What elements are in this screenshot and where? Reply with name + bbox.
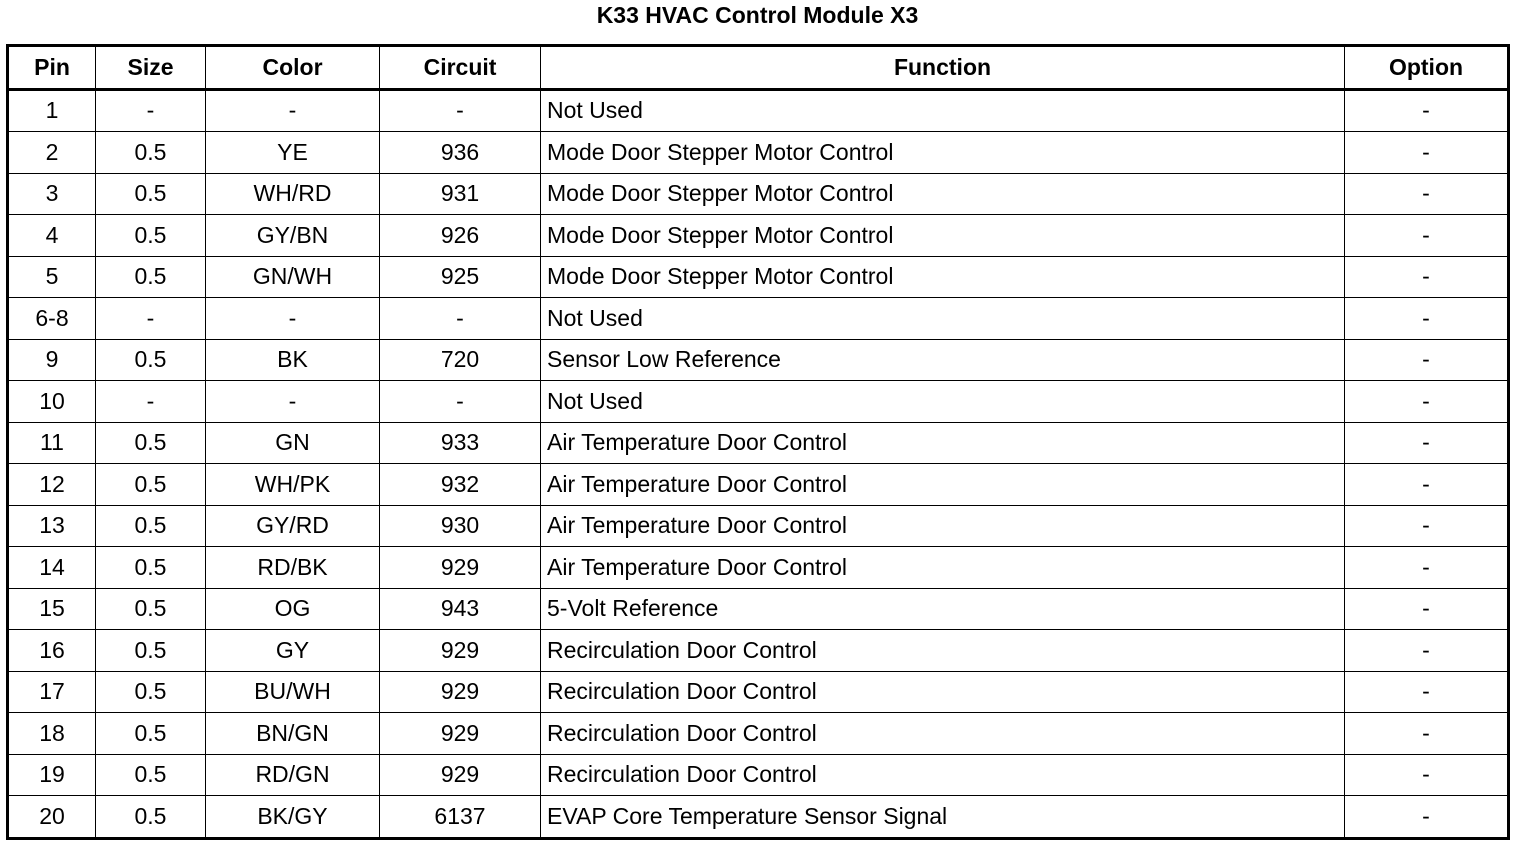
pin-cell: 11 (8, 422, 96, 464)
option-cell: - (1345, 713, 1509, 755)
size-cell: 0.5 (96, 588, 206, 630)
size-cell: 0.5 (96, 547, 206, 589)
table-row (8, 505, 1509, 547)
table-row (8, 796, 1509, 839)
size-cell: 0.5 (96, 713, 206, 755)
table-row (8, 754, 1509, 796)
pin-cell: 13 (8, 505, 96, 547)
column-header-pin: Pin (8, 46, 96, 90)
pin-cell: 9 (8, 339, 96, 381)
table-row (8, 339, 1509, 381)
function-cell: Air Temperature Door Control (541, 505, 1345, 547)
color-cell: OG (206, 588, 380, 630)
circuit-cell: 925 (380, 256, 541, 298)
table-row (8, 132, 1509, 174)
option-cell: - (1345, 381, 1509, 423)
circuit-cell: 932 (380, 464, 541, 506)
color-cell: GN/WH (206, 256, 380, 298)
column-header-function: Function (541, 46, 1345, 90)
circuit-cell: 926 (380, 215, 541, 257)
circuit-cell: 929 (380, 713, 541, 755)
table-row (8, 713, 1509, 755)
table-header (8, 46, 1509, 90)
function-cell: EVAP Core Temperature Sensor Signal (541, 796, 1345, 839)
size-cell: - (96, 89, 206, 132)
color-cell: BU/WH (206, 671, 380, 713)
color-cell: RD/GN (206, 754, 380, 796)
table-row (8, 381, 1509, 423)
color-cell: BN/GN (206, 713, 380, 755)
color-cell: YE (206, 132, 380, 174)
circuit-cell: 943 (380, 588, 541, 630)
function-cell: Air Temperature Door Control (541, 547, 1345, 589)
function-cell: Recirculation Door Control (541, 754, 1345, 796)
color-cell: GY/RD (206, 505, 380, 547)
size-cell: 0.5 (96, 671, 206, 713)
size-cell: - (96, 298, 206, 340)
option-cell: - (1345, 422, 1509, 464)
function-cell: 5-Volt Reference (541, 588, 1345, 630)
pin-cell: 10 (8, 381, 96, 423)
size-cell: 0.5 (96, 132, 206, 174)
option-cell: - (1345, 173, 1509, 215)
color-cell: GY (206, 630, 380, 672)
pin-cell: 15 (8, 588, 96, 630)
size-cell: 0.5 (96, 422, 206, 464)
table-title: K33 HVAC Control Module X3 (596, 2, 919, 28)
circuit-cell: 930 (380, 505, 541, 547)
option-cell: - (1345, 298, 1509, 340)
table-row (8, 89, 1509, 132)
column-header-color: Color (206, 46, 380, 90)
size-cell: - (96, 381, 206, 423)
function-cell: Sensor Low Reference (541, 339, 1345, 381)
color-cell: GN (206, 422, 380, 464)
column-header-circuit: Circuit (380, 46, 541, 90)
circuit-cell: - (380, 298, 541, 340)
function-cell: Mode Door Stepper Motor Control (541, 256, 1345, 298)
option-cell: - (1345, 339, 1509, 381)
table-row (8, 630, 1509, 672)
option-cell: - (1345, 464, 1509, 506)
size-cell: 0.5 (96, 754, 206, 796)
table-row (8, 588, 1509, 630)
color-cell: - (206, 89, 380, 132)
table-body (8, 89, 1509, 838)
function-cell: Not Used (541, 381, 1345, 423)
option-cell: - (1345, 671, 1509, 713)
pin-cell: 5 (8, 256, 96, 298)
function-cell: Air Temperature Door Control (541, 464, 1345, 506)
size-cell: 0.5 (96, 796, 206, 839)
circuit-cell: - (380, 89, 541, 132)
color-cell: RD/BK (206, 547, 380, 589)
circuit-cell: 936 (380, 132, 541, 174)
pin-cell: 4 (8, 215, 96, 257)
color-cell: - (206, 298, 380, 340)
connector-pinout-table (6, 44, 1510, 840)
circuit-cell: 933 (380, 422, 541, 464)
pin-cell: 16 (8, 630, 96, 672)
circuit-cell: 929 (380, 630, 541, 672)
color-cell: WH/PK (206, 464, 380, 506)
table-row (8, 298, 1509, 340)
size-cell: 0.5 (96, 256, 206, 298)
color-cell: WH/RD (206, 173, 380, 215)
pin-cell: 3 (8, 173, 96, 215)
circuit-cell: 6137 (380, 796, 541, 839)
table-row (8, 173, 1509, 215)
pin-cell: 6-8 (8, 298, 96, 340)
option-cell: - (1345, 796, 1509, 839)
option-cell: - (1345, 754, 1509, 796)
pin-cell: 17 (8, 671, 96, 713)
function-cell: Air Temperature Door Control (541, 422, 1345, 464)
size-cell: 0.5 (96, 339, 206, 381)
option-cell: - (1345, 547, 1509, 589)
color-cell: BK (206, 339, 380, 381)
function-cell: Not Used (541, 89, 1345, 132)
function-cell: Recirculation Door Control (541, 713, 1345, 755)
option-cell: - (1345, 132, 1509, 174)
table-row (8, 422, 1509, 464)
pin-cell: 2 (8, 132, 96, 174)
table-row (8, 464, 1509, 506)
function-cell: Not Used (541, 298, 1345, 340)
function-cell: Mode Door Stepper Motor Control (541, 132, 1345, 174)
pin-cell: 1 (8, 89, 96, 132)
size-cell: 0.5 (96, 173, 206, 215)
color-cell: - (206, 381, 380, 423)
function-cell: Mode Door Stepper Motor Control (541, 215, 1345, 257)
circuit-cell: 929 (380, 754, 541, 796)
function-cell: Recirculation Door Control (541, 671, 1345, 713)
circuit-cell: 929 (380, 671, 541, 713)
table-row (8, 215, 1509, 257)
option-cell: - (1345, 256, 1509, 298)
circuit-cell: 931 (380, 173, 541, 215)
function-cell: Mode Door Stepper Motor Control (541, 173, 1345, 215)
column-header-option: Option (1345, 46, 1509, 90)
table-row (8, 547, 1509, 589)
option-cell: - (1345, 505, 1509, 547)
table-row (8, 256, 1509, 298)
pin-cell: 12 (8, 464, 96, 506)
size-cell: 0.5 (96, 630, 206, 672)
circuit-cell: 720 (380, 339, 541, 381)
size-cell: 0.5 (96, 215, 206, 257)
circuit-cell: 929 (380, 547, 541, 589)
header-row (8, 46, 1509, 90)
color-cell: GY/BN (206, 215, 380, 257)
circuit-cell: - (380, 381, 541, 423)
pin-cell: 18 (8, 713, 96, 755)
option-cell: - (1345, 89, 1509, 132)
option-cell: - (1345, 588, 1509, 630)
function-cell: Recirculation Door Control (541, 630, 1345, 672)
pin-cell: 20 (8, 796, 96, 839)
size-cell: 0.5 (96, 505, 206, 547)
size-cell: 0.5 (96, 464, 206, 506)
pin-cell: 14 (8, 547, 96, 589)
pin-cell: 19 (8, 754, 96, 796)
table-row (8, 671, 1509, 713)
option-cell: - (1345, 215, 1509, 257)
option-cell: - (1345, 630, 1509, 672)
color-cell: BK/GY (206, 796, 380, 839)
column-header-size: Size (96, 46, 206, 90)
